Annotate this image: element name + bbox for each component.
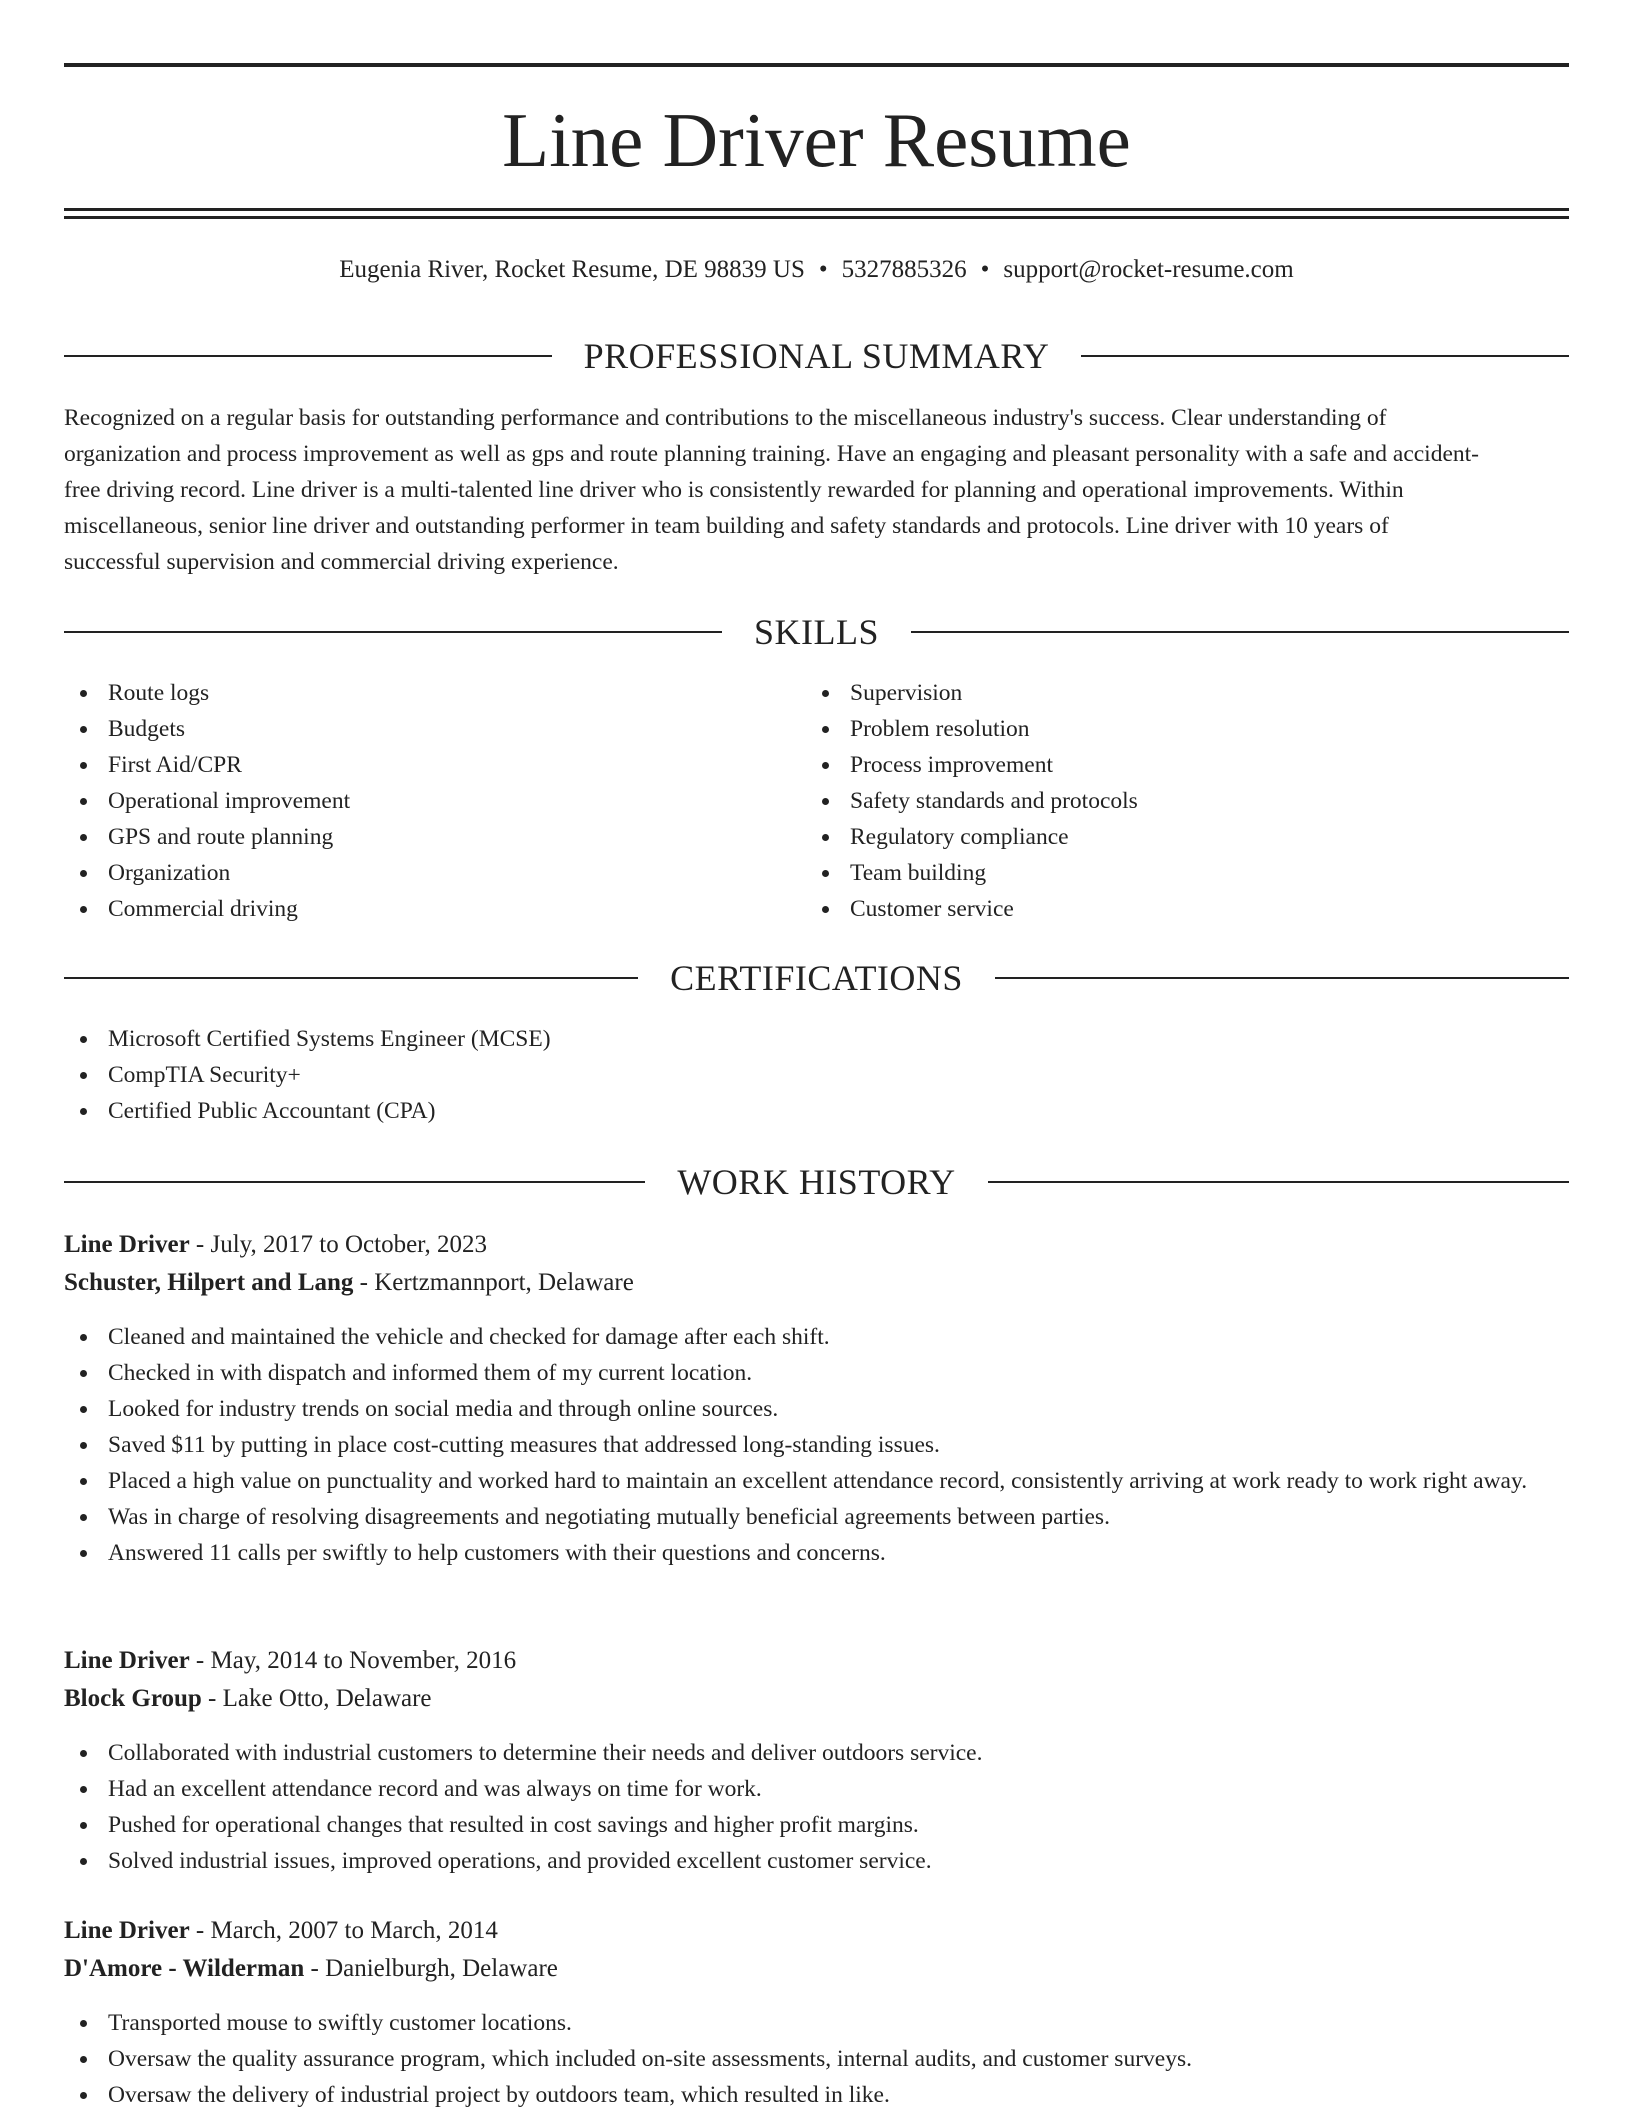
certification-item: Microsoft Certified Systems Engineer (MCSE) xyxy=(64,1021,1569,1057)
job-bullet: Saved $11 by putting in place cost-cutting measures that addressed long-standing issues. xyxy=(64,1427,1569,1463)
job-bullet: Oversaw the delivery of industrial project by outdoors team, which resulted in like. xyxy=(64,2077,1569,2113)
section-title: WORK HISTORY xyxy=(677,1162,956,1202)
skill-item: Customer service xyxy=(806,891,1566,927)
section-title: CERTIFICATIONS xyxy=(670,958,963,998)
summary-line: miscellaneous, senior line driver and outstanding performer in team building and safety standards and protocols. Line driver with 10 years of xyxy=(64,513,1389,539)
heading-rule xyxy=(995,977,1569,979)
heading-rule xyxy=(1081,355,1569,357)
job-title-line xyxy=(64,1912,1569,1950)
resume-title: Line Driver Resume xyxy=(502,97,1131,183)
job-title: Line Driver xyxy=(64,1231,190,1258)
contact-phone: 5327885326 xyxy=(841,256,967,283)
certification-item: Certified Public Accountant (CPA) xyxy=(64,1093,1569,1129)
job-bullet: Pushed for operational changes that resulted in cost savings and higher profit margins. xyxy=(64,1807,1569,1843)
heading-rule xyxy=(64,631,722,633)
job-company: Block Group xyxy=(64,1685,202,1712)
certification-item: CompTIA Security+ xyxy=(64,1057,1569,1093)
heading-rule xyxy=(64,977,638,979)
job-bullet: Was in charge of resolving disagreements and negotiating mutually beneficial agreements between parties. xyxy=(64,1499,1569,1535)
skill-item: Team building xyxy=(806,855,1566,891)
section-title: PROFESSIONAL SUMMARY xyxy=(583,336,1050,376)
section-heading-skills xyxy=(64,610,1569,654)
job-bullet: Solved industrial issues, improved operations, and provided excellent customer service. xyxy=(64,1843,1569,1879)
job-title-line xyxy=(64,1642,1569,1680)
job-company: D'Amore - Wilderman xyxy=(64,1955,305,1982)
summary-line: free driving record. Line driver is a multi-talented line driver who is consistently rewarded for planning and operational improvements. Within xyxy=(64,477,1404,503)
skill-item: Supervision xyxy=(806,675,1566,711)
skill-item: Budgets xyxy=(64,711,804,747)
contact-separator: • xyxy=(980,256,990,283)
summary-line: successful supervision and commercial driving experience. xyxy=(64,549,619,575)
summary-line: Recognized on a regular basis for outstanding performance and contributions to the miscellaneous industry's success. Clear understanding of xyxy=(64,405,1387,431)
skill-item: Regulatory compliance xyxy=(806,819,1566,855)
job-bullet: Cleaned and maintained the vehicle and checked for damage after each shift. xyxy=(64,1319,1569,1355)
summary-line: organization and process improvement as well as gps and route planning training. Have an engaging and pleasant personality with a safe and accident- xyxy=(64,441,1479,467)
professional-summary xyxy=(64,400,1569,580)
heading-rule xyxy=(988,1181,1569,1183)
job-company: Schuster, Hilpert and Lang xyxy=(64,1269,354,1296)
skill-item: Safety standards and protocols xyxy=(806,783,1566,819)
job-bullet: Checked in with dispatch and informed them of my current location. xyxy=(64,1355,1569,1391)
skill-item: GPS and route planning xyxy=(64,819,804,855)
job-bullets xyxy=(64,1735,1569,1879)
job-bullet: Had an excellent attendance record and was always on time for work. xyxy=(64,1771,1569,1807)
job-bullet: Oversaw the quality assurance program, which included on-site assessments, internal audits, and customer surveys. xyxy=(64,2041,1569,2077)
skill-item: First Aid/CPR xyxy=(64,747,804,783)
job-title: Line Driver xyxy=(64,1647,190,1674)
job-bullet: Looked for industry trends on social media and through online sources. xyxy=(64,1391,1569,1427)
job-company-line xyxy=(64,1680,1569,1718)
contact-address: Eugenia River, Rocket Resume, DE 98839 US xyxy=(339,256,805,283)
skills-list-right xyxy=(806,675,1566,927)
job-location: - Kertzmannport, Delaware xyxy=(353,1269,634,1296)
section-heading-summary xyxy=(64,334,1569,378)
contact-line xyxy=(64,252,1569,288)
skill-item: Commercial driving xyxy=(64,891,804,927)
skill-item: Problem resolution xyxy=(806,711,1566,747)
skill-item: Process improvement xyxy=(806,747,1566,783)
title-rule-upper xyxy=(64,208,1569,211)
skill-item: Operational improvement xyxy=(64,783,804,819)
job-bullet: Transported mouse to swiftly customer locations. xyxy=(64,2005,1569,2041)
section-title: SKILLS xyxy=(754,612,880,652)
job-dates: - March, 2007 to March, 2014 xyxy=(189,1917,498,1944)
job-location: - Danielburgh, Delaware xyxy=(304,1955,558,1982)
section-heading-certifications xyxy=(64,956,1569,1000)
job-entry xyxy=(64,1912,1569,2113)
heading-rule xyxy=(64,1181,645,1183)
skill-item: Organization xyxy=(64,855,804,891)
contact-separator: • xyxy=(818,256,828,283)
contact-email: support@rocket-resume.com xyxy=(1003,256,1294,283)
job-entry xyxy=(64,1642,1569,1879)
job-bullet: Placed a high value on punctuality and worked hard to maintain an excellent attendance record, consistently arriving at work ready to work right away. xyxy=(64,1463,1569,1499)
job-dates: - July, 2017 to October, 2023 xyxy=(189,1231,488,1258)
heading-rule xyxy=(64,355,552,357)
title-rule-lower xyxy=(64,216,1569,219)
job-title: Line Driver xyxy=(64,1917,190,1944)
top-rule xyxy=(64,63,1569,67)
job-entry xyxy=(64,1226,1569,1571)
job-location: - Lake Otto, Delaware xyxy=(201,1685,432,1712)
job-dates: - May, 2014 to November, 2016 xyxy=(189,1647,517,1674)
section-heading-work-history xyxy=(64,1160,1569,1204)
job-bullets xyxy=(64,2005,1569,2113)
job-title-line xyxy=(64,1226,1569,1264)
heading-rule xyxy=(911,631,1569,633)
job-bullets xyxy=(64,1319,1569,1571)
job-bullet: Collaborated with industrial customers to determine their needs and deliver outdoors service. xyxy=(64,1735,1569,1771)
skill-item: Route logs xyxy=(64,675,804,711)
job-company-line xyxy=(64,1264,1569,1302)
skills-list-left xyxy=(64,675,804,927)
certifications-list xyxy=(64,1021,1569,1129)
job-bullet: Answered 11 calls per swiftly to help customers with their questions and concerns. xyxy=(64,1535,1569,1571)
job-company-line xyxy=(64,1950,1569,1988)
